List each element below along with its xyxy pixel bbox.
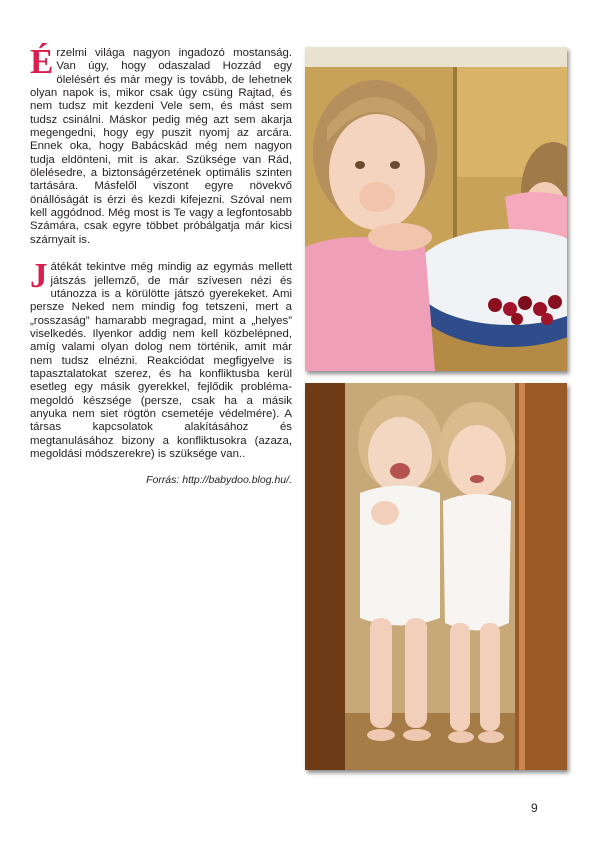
page-number: 9 xyxy=(531,801,538,815)
paragraph-2-text: átékát tekintve még mindig az egymás mellett játszás jellemző, de már szívesen nézi és utánozza is a körülötte játszó gyerekeket. Ami persze Neked nem mindig fog tetszeni, mert a „rosszaság” hamarabb megragad, mint a „helyes” viselkedés. Ilyenkor addig nem kell közbelépned, amíg valami olyan dolog nem történik, amit már nem tudsz elnézni. Reakciódat megfigyelve is tapasztalatokat szerez, és ha konfliktusba kerül esetleg egy másik gyerekkel, fejlődik probléma-megoldó készsége (persze, csak ha a másik anyuka nem siet rögtön csemetéje védelmére). A társas kapcsolatok alakításához és megtanulásához bizony a konfliktusokra (azaza, megoldási módszerekre) is szüksége van.. xyxy=(30,261,292,460)
source-credit: Forrás: http://babydoo.blog.hu/. xyxy=(146,474,292,487)
photo-twins-in-cupboard xyxy=(305,383,567,770)
paragraph-1 xyxy=(30,42,292,247)
dropcap-e: É xyxy=(30,42,54,81)
article-text-column xyxy=(30,42,292,487)
paragraph-2 xyxy=(30,256,292,461)
paragraph-1-text: rzelmi világa nagyon ingadozó mostanság. Van úgy, hogy odaszalad Hozzád egy ölelésért és már megy is tovább, de lehetnek olyan napok is, mikor csak úgy csüng Rajtad, és nem tudsz mit kezdeni Vele sem, és mást sem tudsz csinálni. Máskor pedig még azt sem akarja megengedni, hogy egy puszit nyomj az arcára. Ennek oka, hogy Babácskád még nem nagyon tudja eldönteni, mit is akar. Szüksége van Rád, ölelésedre, a biztonságérzetének optimális szinten tartására. Másfelől viszont egyre növekvő önállóságát is érzi és kezdi kifejezni. Szóval nem kell aggódnod. Még most is Te vagy a legfontosabb Számára, csak egyre többet próbálgatja már kicsi szárnyait is. xyxy=(30,47,292,246)
dropcap-j: J xyxy=(30,256,48,296)
photo-toddlers-with-cherries xyxy=(305,47,567,371)
